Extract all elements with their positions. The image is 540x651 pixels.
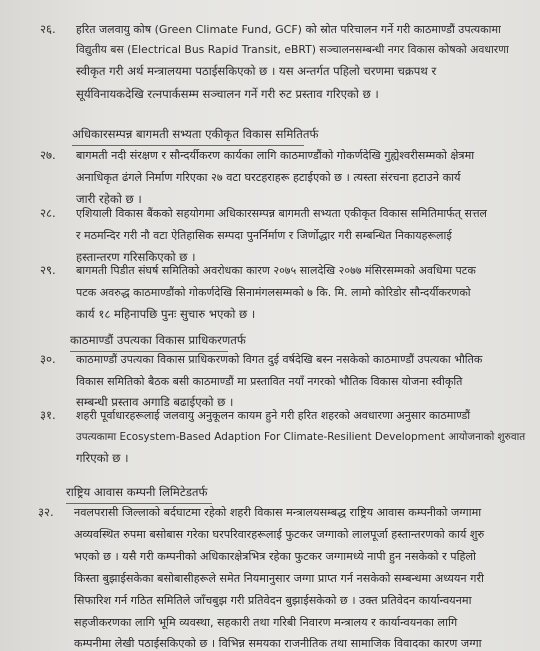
item-line: किस्ता बुझाईसकेका बसोबासीहरूले समेत नियमानुसार जग्गा प्राप्त गर्न नसकेको सम्बन्धमा अध्ययन गरी <box>74 572 484 585</box>
section-heading: काठमाण्डौं उपत्यका विकास प्राधिकरणतर्फ <box>70 333 246 347</box>
item-line: सिफारिश गर्न गठित समितिले जाँचबुझ गरी प्रतिवेदन बुझाईसकेको छ । उक्त प्रतिवेदन कार्यान्वयनमा <box>74 594 472 607</box>
item-number: ३२. <box>38 505 54 519</box>
item-number: २८. <box>40 206 56 220</box>
item-line: हरित जलवायु कोष (Green Climate Fund, GCF) को स्रोत परिचालन गर्ने गरी काठमाण्डौं उपत्यकामा <box>76 23 501 36</box>
item-line: सहजीकरणका लागि भूमि व्यवस्था, सहकारी तथा गरिबी निवारण मन्त्रालय र कार्यान्वयनका लागि <box>74 616 458 629</box>
section-heading: राष्ट्रिय आवास कम्पनी लिमिटेडतर्फ <box>66 485 208 499</box>
item-line: पटक अवरुद्ध काठमाण्डौंको गोकर्णदेखि सिनामंगलसम्मको ७ कि. मि. लामो कोरिडोर सौन्दर्यीकरणको <box>76 286 471 299</box>
item-line: काठमाण्डौं उपत्यका विकास प्राधिकरणको विगत दुई वर्षदेखि बस्न नसकेको काठमाण्डौं उपत्यका भौतिक <box>76 353 483 366</box>
item-number: २९. <box>40 263 56 277</box>
item-line: नवलपरासी जिल्लाको बर्दघाटमा रहेको शहरी विकास मन्त्रालयसम्बद्ध राष्ट्रिय आवास कम्पनीको जग्गामा <box>74 506 482 519</box>
item-line: भएको छ । यसै गरी कम्पनीको अधिकारक्षेत्रभित्र रहेका फुटकर जग्गामध्ये नापी हुन नसकेको र पहिलो <box>74 550 476 563</box>
item-number: ३०. <box>40 352 56 366</box>
item-line: गरिएको छ । <box>76 451 129 465</box>
item-line: उपत्यकामा Ecosystem-Based Adaption For Climate-Resilient Development आयोजनाको शुरुवात <box>76 431 526 443</box>
item-line: जारी रहेको छ । <box>76 192 142 206</box>
item-line: विद्युतीय बस (Electrical Bus Rapid Transit, eBRT) सञ्चालनसम्बन्धी नगर विकास कोषको अवधारणा <box>76 43 509 56</box>
item-line: र मठमन्दिर गरी नौ वटा ऐतिहासिक सम्पदा पुनर्निर्माण र जिर्णोद्धार गरी सम्बन्धित निकायहरूलाई <box>76 229 452 242</box>
item-number: २६. <box>40 22 56 36</box>
item-line: कम्पनीमा लेखी पठाईसकिएको छ । विभिन्न समयका राजनीतिक तथा सामाजिक विवादका कारण जग्गा <box>74 637 482 650</box>
item-line: विकास समितिको बैठक बसी काठमाण्डौं मा प्रस्तावित नयाँ नगरको भौतिक विकास योजना स्वीकृति <box>76 375 463 388</box>
item-line: कार्य १८ महिनापछि पुनः सुचारु भएको छ । <box>76 307 256 321</box>
item-line: बागमती पिडीत संघर्ष समितिको अवरोधका कारण २०७५ सालदेखि २०७७ मंसिरसम्मको अवधिमा पटक <box>76 264 476 277</box>
item-line: सूर्यविनायकदेखि रत्नपार्कसम्म सञ्चालन गर्ने गरी रुट प्रस्ताव गरिएको छ । <box>76 87 379 101</box>
item-line: एशियाली विकास बैंकको सहयोगमा अधिकारसम्पन्न बागमती सभ्यता एकीकृत विकास समितिमार्फत् सत्तल <box>76 207 488 220</box>
item-line: अव्यवस्थित रुपमा बसोबास गरेका घरपरिवारहरूलाई फुटकर जग्गाको लालपूर्जा हस्तान्तरणको कार्य शुरु <box>74 528 485 541</box>
section-heading: अधिकारसम्पन्न बागमती सभ्यता एकीकृत विकास समितितर्फ <box>72 127 319 141</box>
item-number: ३१. <box>40 408 56 422</box>
item-line: शहरी पूर्वाधारहरूलाई जलवायु अनुकूलन कायम हुने गरी हरित शहरको अवधारणा अनुसार काठमाण्डौं <box>76 409 471 422</box>
item-line: बागमती नदी संरक्षण र सौन्दर्यीकरण कार्यका लागि काठमाण्डौंको गोकर्णदेखि गुह्येश्वरीसम्मको क्षेत्रमा <box>76 149 475 162</box>
item-line: स्वीकृत गरी अर्थ मन्त्रालयमा पठाईसकिएको छ । यस अन्तर्गत पहिलो चरणमा चक्रपथ र <box>76 64 437 78</box>
item-line: हस्तान्तरण गरिसकिएको छ । <box>76 250 196 264</box>
item-number: २७. <box>40 148 56 162</box>
item-line: अनाधिकृत ढंगले निर्माण गरिएका २७ वटा घरटहराहरू हटाईएको छ । त्यस्ता संरचना हटाउने कार्य <box>76 171 461 184</box>
item-line: सम्बन्धी प्रस्ताव अगाडि बढाईएको छ । <box>76 395 234 409</box>
